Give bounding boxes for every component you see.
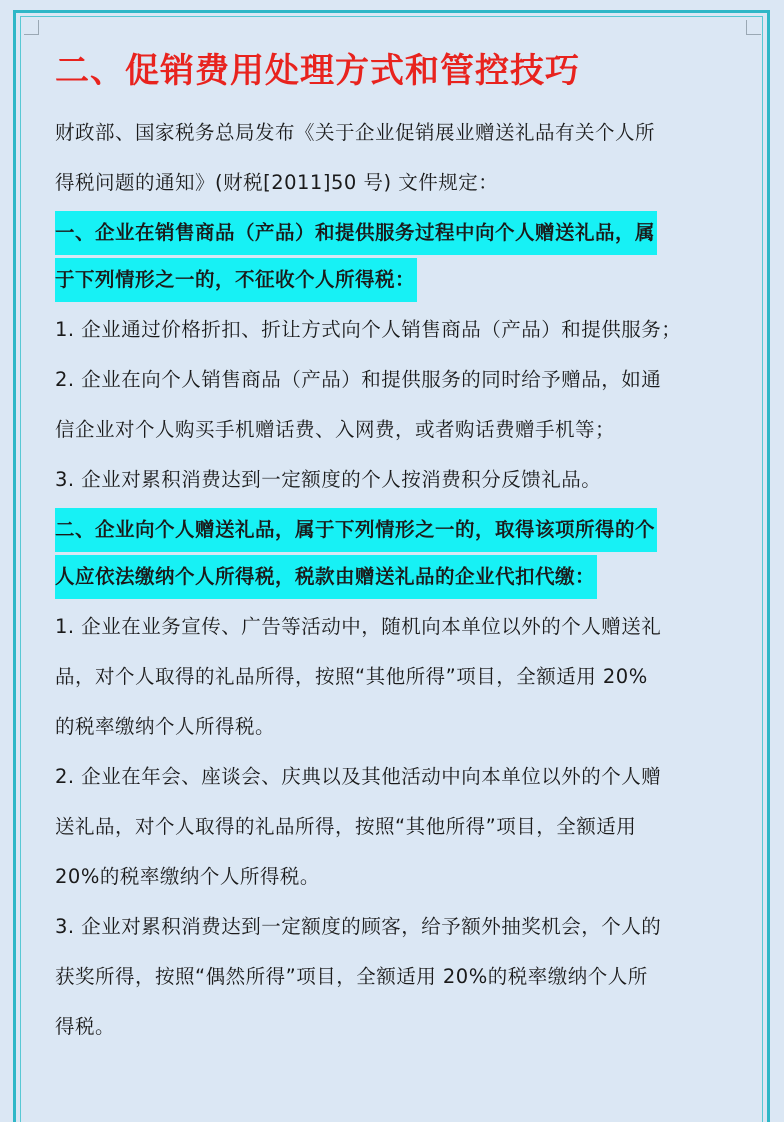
list-item-line: 2. 企业在向个人销售商品（产品）和提供服务的同时给予赠品，如通 [55,368,662,391]
list-item-line: 的税率缴纳个人所得税。 [55,715,276,738]
list-item-line: 3. 企业对累积消费达到一定额度的个人按消费积分反馈礼品。 [55,468,602,491]
list-item-line: 1. 企业在业务宣传、广告等活动中，随机向本单位以外的个人赠送礼 [55,615,662,638]
list-item-line: 1. 企业通过价格折扣、折让方式向个人销售商品（产品）和提供服务； [55,318,682,341]
intro-paragraph [55,108,725,208]
list-item-line: 得税。 [55,1015,116,1038]
section1-item-1 [55,305,725,355]
section1-item-3 [55,455,725,505]
section2-item-3 [55,902,725,1052]
section2-heading [55,508,725,599]
list-item-line: 信企业对个人购买手机赠话费、入网费，或者购话费赠手机等； [55,418,616,441]
section2-item-1 [55,602,725,752]
list-item-line: 送礼品，对个人取得的礼品所得，按照“其他所得”项目，全额适用 [55,815,637,838]
list-item-line: 20%的税率缴纳个人所得税。 [55,865,320,888]
intro-line: 得税问题的通知》(财税[2011]50 号) 文件规定： [55,171,499,194]
highlighted-heading-line: 于下列情形之一的，不征收个人所得税： [55,258,417,302]
highlighted-heading-line: 二、企业向个人赠送礼品，属于下列情形之一的，取得该项所得的个 [55,508,657,552]
list-item-line: 3. 企业对累积消费达到一定额度的顾客，给予额外抽奖机会，个人的 [55,915,662,938]
list-item-line: 获奖所得，按照“偶然所得”项目，全额适用 20%的税率缴纳个人所 [55,965,648,988]
list-item-line: 品，对个人取得的礼品所得，按照“其他所得”项目，全额适用 20% [55,665,648,688]
highlighted-heading-line: 一、企业在销售商品（产品）和提供服务过程中向个人赠送礼品，属 [55,211,657,255]
intro-line: 财政部、国家税务总局发布《关于企业促销展业赠送礼品有关个人所 [55,121,656,144]
document-title: 二、促销费用处理方式和管控技巧 [55,51,580,91]
corner-mark-top-left [24,20,39,35]
corner-mark-top-right [746,20,761,35]
section1-heading [55,211,725,302]
highlighted-heading-line: 人应依法缴纳个人所得税，税款由赠送礼品的企业代扣代缴： [55,555,597,599]
document-body [55,45,725,1052]
list-item-line: 2. 企业在年会、座谈会、庆典以及其他活动中向本单位以外的个人赠 [55,765,662,788]
section1-item-2 [55,355,725,455]
section2-item-2 [55,752,725,902]
